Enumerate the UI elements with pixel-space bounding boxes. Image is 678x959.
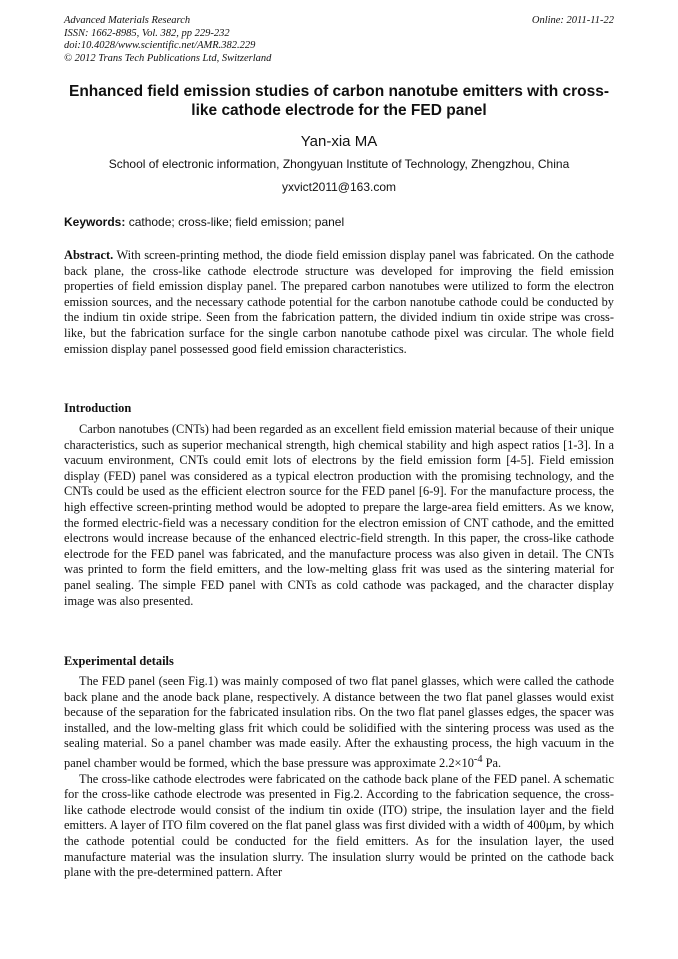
online-date: Online: 2011-11-22 [531,15,614,26]
abstract-text: With screen-printing method, the diode field emission display panel was fabricated. On the cathode back plane, the cross-like cathode electrode structure was developed for improving the field emission properties of field emission display panel. The prepared carbon nanotubes were utilized to form the electron emission sources, and the necessary cathode potential for the carbon nanotube cathode could be conducted by the indium tin oxide stripe. Seen from the fabrication pattern, the divided indium tin oxide stripe was cross-like, but the fabrication surface for the single carbon nanotube cathode pixel was circular. The whole field emission display panel possessed good field emission characteristics. [64,248,614,356]
section-heading-experimental: Experimental details [64,654,174,668]
section-heading-introduction: Introduction [64,401,132,415]
introduction-section [64,422,614,609]
experimental-paragraph-1 [64,674,614,772]
author-name: Yan-xia MA [300,133,378,150]
experimental-p1-end: Pa. [482,756,502,771]
doi-line: doi:10.4028/www.scientific.net/AMR.382.229 [64,40,256,51]
keywords-label: Keywords: [64,215,126,229]
abstract [64,248,614,357]
experimental-paragraph-2: The cross-like cathode electrodes were fabricated on the cathode back plane of the FED panel. A schematic for the cross-like cathode electrode was presented in Fig.2. According to the fabrication sequence, the cross-like cathode electrode would consist of the indium tin oxide (ITO) stripe, the insulation layer and the field emitters. A layer of ITO film covered on the flat panel glass was first divided with a width of 400μm, by which the cathode potential could be conducted for the field emitters. As for the insulation layer, the used manufacture material was the insulation slurry. The insulation slurry would be printed on the cathode back plane with the pre-determined pattern. After [64,771,614,880]
issn-line: ISSN: 1662-8985, Vol. 382, pp 229-232 [64,27,230,39]
journal-name: Advanced Materials Research [64,15,191,26]
experimental-section [64,674,614,881]
abstract-label: Abstract. [64,248,114,262]
pressure-exponent: -4 [473,753,483,765]
keywords-text: cathode; cross-like; field emission; panel [125,215,345,229]
paper-title: Enhanced field emission studies of carbon nanotube emitters with cross-like cathode electrode for the FED panel [68,83,610,119]
author-affiliation: School of electronic information, Zhongyuan Institute of Technology, Zhengzhou, China [108,157,570,171]
experimental-p1-main: The FED panel (seen Fig.1) was mainly composed of two flat panel glasses, which were called the cathode back plane and the anode back plane, respectively. A distance between the two flat panel glasses would exist because of the separation for the fabricated insulation ribs. On the two flat panel glasses edges, the spacer was installed, and the low-melting glass frit which could be solidified with the sintering process was used as the sealing material. So a panel chamber was made easily. After the exhausting process, the high vacuum in the panel chamber would be formed, which the base pressure was approximate 2.2×10 [64,674,614,771]
copyright-line: © 2012 Trans Tech Publications Ltd, Switzerland [64,52,272,64]
author-email: yxvict2011@163.com [281,180,396,194]
introduction-paragraph: Carbon nanotubes (CNTs) had been regarded as an excellent field emission material because of their unique characteristics, such as superior mechanical strength, high chemical stability and high aspect ratios [1-3]. In a vacuum environment, CNTs could emit lots of electrons by the field emission form [4-5]. Field emission display (FED) panel was considered as a typical electron production with the promising technology, and the CNTs could be used as the efficient electron source for the FED panel [6-9]. For the manufacture process, the high effective screen-printing method would be adopted to prepare the large-area field emitters. As we know, the formed electric-field was a necessary condition for the electron emission of CNT cathode, and the emitted electrons would increase because of the enhanced electric-field strength. In this paper, the cross-like cathode electrode for the FED panel was fabricated, and the manufacture process was also given in detail. The CNTs was printed to form the field emitters, and the low-melting glass frit was used as the sintering material for panel sealing. The simple FED panel with CNTs as cold cathode was packaged, and the character display image was also presented. [64,422,614,608]
keywords [64,215,614,229]
journal-meta [64,15,271,65]
